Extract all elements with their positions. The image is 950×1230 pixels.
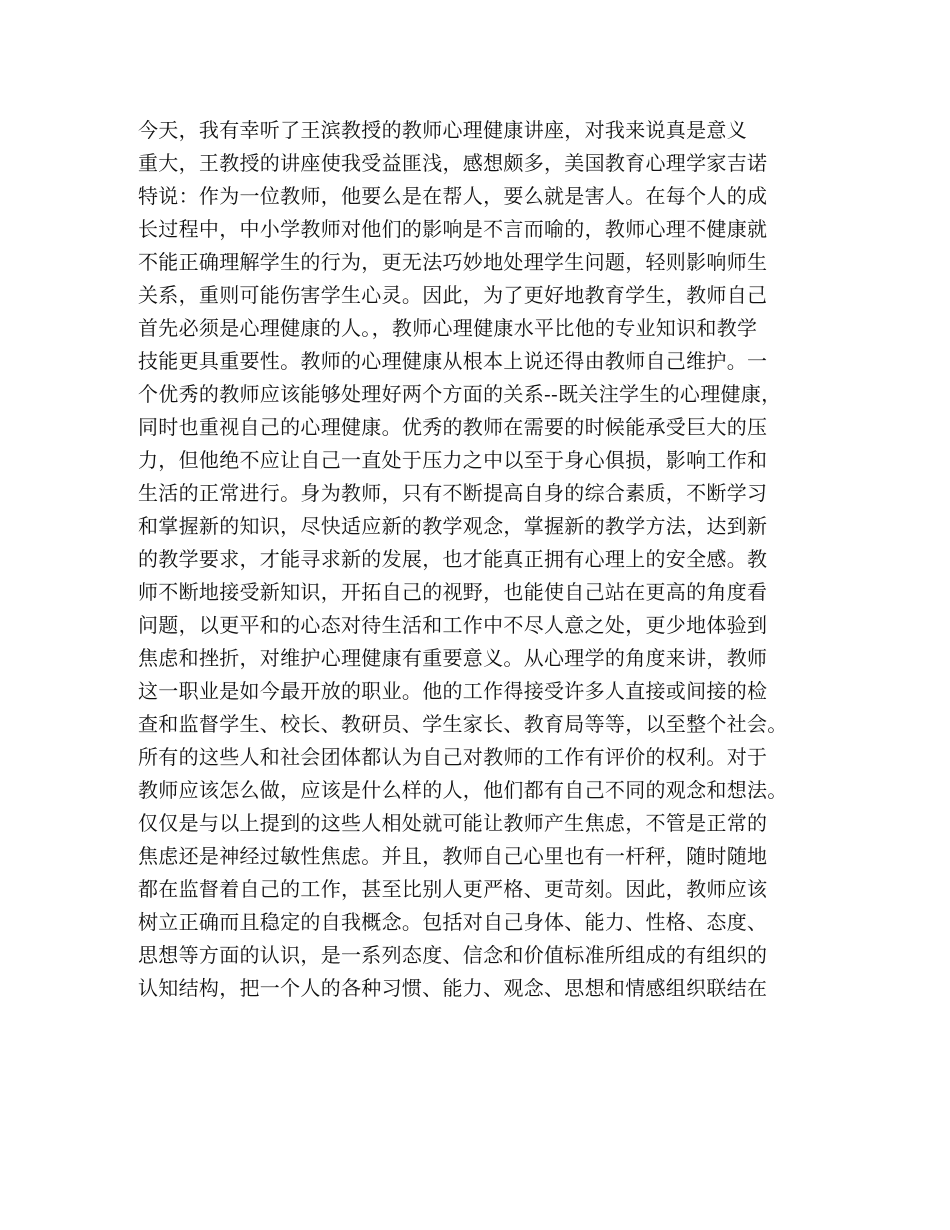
text-line: 生活的正常进行。身为教师，只有不断提高自身的综合素质，不断学习 <box>138 481 768 505</box>
text-line: 认知结构，把一个人的各种习惯、能力、观念、思想和情感组织联结在 <box>138 976 768 1000</box>
text-line: 不能正确理解学生的行为，更无法巧妙地处理学生问题，轻则影响师生 <box>138 250 768 274</box>
text-line: 首先必须是心理健康的人。，教师心理健康水平比他的专业知识和教学 <box>138 316 758 340</box>
body-text <box>138 114 838 1005</box>
text-line: 焦虑还是神经过敏性焦虑。并且，教师自己心里也有一杆秤，随时随地 <box>138 844 768 868</box>
text-line: 师不断地接受新知识，开拓自己的视野，也能使自己站在更高的角度看 <box>138 580 768 604</box>
text-line: 重大，王教授的讲座使我受益匪浅，感想颇多，美国教育心理学家吉诺 <box>138 151 768 175</box>
text-line: 这一职业是如今最开放的职业。他的工作得接受许多人直接或间接的检 <box>138 679 768 703</box>
text-line: 技能更具重要性。教师的心理健康从根本上说还得由教师自己维护。一 <box>138 349 768 373</box>
text-line: 焦虑和挫折，对维护心理健康有重要意义。从心理学的角度来讲，教师 <box>138 646 768 670</box>
text-line: 个优秀的教师应该能够处理好两个方面的关系--既关注学生的心理健康， <box>138 382 782 406</box>
text-line: 查和监督学生、校长、教研员、学生家长、教育局等等，以至整个社会。 <box>138 712 788 736</box>
text-line: 长过程中，中小学教师对他们的影响是不言而喻的，教师心理不健康就 <box>138 217 768 241</box>
text-line: 关系，重则可能伤害学生心灵。因此，为了更好地教育学生，教师自己 <box>138 283 768 307</box>
text-line: 问题，以更平和的心态对待生活和工作中不尽人意之处，更少地体验到 <box>138 613 768 637</box>
text-line: 仅仅是与以上提到的这些人相处就可能让教师产生焦虑，不管是正常的 <box>138 811 768 835</box>
text-line: 都在监督着自己的工作，甚至比别人更严格、更苛刻。因此，教师应该 <box>138 877 768 901</box>
text-line: 教师应该怎么做，应该是什么样的人，他们都有自己不同的观念和想法。 <box>138 778 788 802</box>
text-line: 树立正确而且稳定的自我概念。包括对自己身体、能力、性格、态度、 <box>138 910 768 934</box>
text-line: 特说：作为一位教师，他要么是在帮人，要么就是害人。在每个人的成 <box>138 184 768 208</box>
text-line: 所有的这些人和社会团体都认为自己对教师的工作有评价的权利。对于 <box>138 745 768 769</box>
text-line: 今天，我有幸听了王滨教授的教师心理健康讲座，对我来说真是意义 <box>138 118 747 142</box>
text-line: 力，但他绝不应让自己一直处于压力之中以至于身心俱损，影响工作和 <box>138 448 768 472</box>
text-line: 和掌握新的知识，尽快适应新的教学观念，掌握新的教学方法，达到新 <box>138 514 768 538</box>
text-line: 的教学要求，才能寻求新的发展，也才能真正拥有心理上的安全感。教 <box>138 547 768 571</box>
text-line: 思想等方面的认识，是一系列态度、信念和价值标准所组成的有组织的 <box>138 943 768 967</box>
text-line: 同时也重视自己的心理健康。优秀的教师在需要的时候能承受巨大的压 <box>138 415 768 439</box>
